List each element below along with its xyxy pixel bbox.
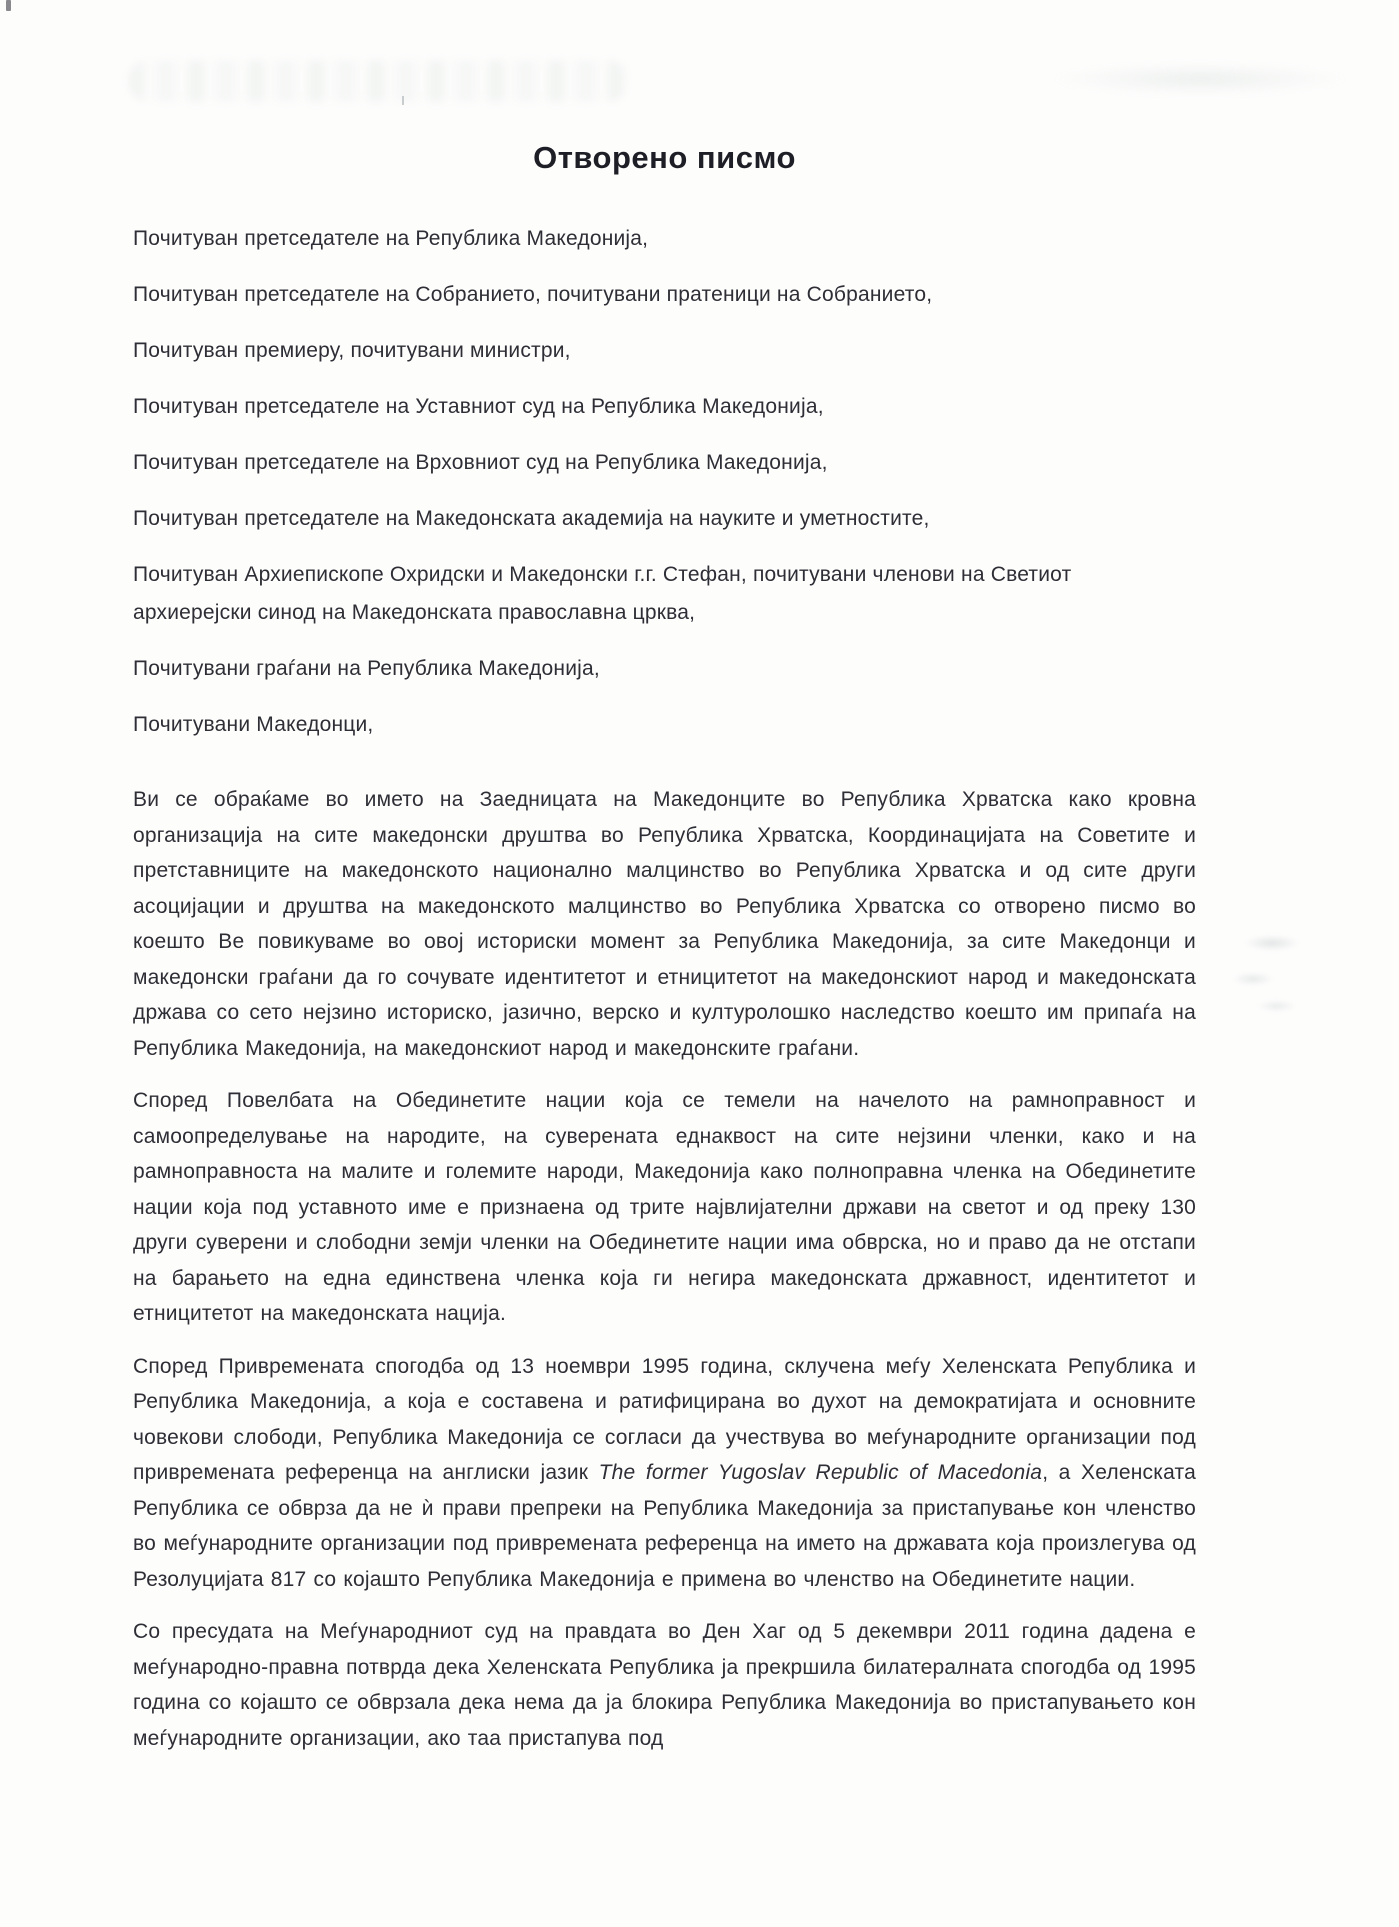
salutation-line: Почитуван претседателе на Република Македонија, <box>133 227 649 250</box>
salutation-line: Почитуван претседателе на Собранието, почитувани пратеници на Собранието, <box>133 283 933 306</box>
document-title: Отворено писмо <box>533 140 796 175</box>
document-content <box>133 140 1196 1773</box>
scan-bleedthrough-artifact <box>1050 62 1350 96</box>
salutation-line: Почитувани Македонци, <box>133 713 374 736</box>
body-paragraph-4: Со пресудата на Меѓународниот суд на правдата во Ден Хаг од 5 декември 2011 година дадена е меѓународно-правна потврда дека Хеленската Република ја прекршила билатералната спогодба од 1995 година со којашто се обврзала дека нема да ја блокира Република Македонија во пристапувањето кон меѓународните организации, ако таа пристапува под <box>133 1620 1196 1750</box>
body-paragraph-2: Според Повелбата на Обединетите нации која се темели на начелото на рамноправност и самоопределување на народите, на суверената еднаквост на сите нејзини членки, како и на рамноправноста на малите и големите народи, Македонија како полноправна членка на Обединетите нации која под уставното име е признаена од трите највлијателни држави на светот и од преку 130 други суверени и слободни земји членки на Обединетите нации има обврска, но и право да не отстапи на барањето на една единствена членка која ги негира македонската државност, идентитетот и етницитетот на македонската нација. <box>133 1089 1196 1325</box>
scan-corner-mark <box>6 0 11 11</box>
paragraph-3-text: , а Хеленската Република се обврза да не ѝ прави препреки на Република Македонија за пристапување кон членство во меѓународните организации под привремената референца на името на државата која произлегува од Резолуцијата 817 со којашто Република Македонија е примена во членство на Обединетите нации. <box>133 1461 1196 1591</box>
salutation-list <box>133 220 1196 744</box>
scan-speck-artifact <box>402 96 404 105</box>
salutation-line: Почитуван премиеру, почитувани министри, <box>133 339 571 362</box>
scan-smudge-artifact <box>1215 925 1310 1015</box>
scan-bleedthrough-artifact <box>128 60 628 102</box>
body-paragraph-3 <box>133 1349 1196 1598</box>
salutation-line: Почитуван претседателе на Врховниот суд на Република Македонија, <box>133 451 828 474</box>
salutation-line: Почитуван претседателе на Македонската академија на науките и уметностите, <box>133 507 930 530</box>
body-paragraph-1: Ви се обраќаме во името на Заедницата на Македонците во Република Хрватска како кровна организација на сите македонски друштва во Република Хрватска, Координацијата на Советите и претставниците на македонското национално малцинство во Република Хрватска и од сите други асоцијации и друштва на македонското малцинство во Република Хрватска со отворено писмо во коешто Ве повикуваме во овој историски момент за Република Македонија, за сите Македонци и македонски граѓани да го сочувате идентитетот и етницитетот на македонскиот народ и македонската држава со сето нејзино историско, јазично, верско и културолошко наследство коешто им припаѓа на Република Македонија, на македонскиот народ и македонските граѓани. <box>133 788 1196 1060</box>
salutation-line: Почитувани граѓани на Република Македонија, <box>133 657 600 680</box>
paragraph-3-text: Според Привремената спогодба од 13 ноември 1995 година, склучена меѓу Хеленската Република и Република Македонија, а која е составена и ратифицирана во духот на демократијата и основните човекови слободи, Република Македонија се согласи да учествува во меѓународните организации под привремената референца на англиски јазик <box>133 1354 1196 1484</box>
provisional-reference-italic: The former Yugoslav Republic of Macedonia <box>598 1461 1043 1484</box>
salutation-line: Почитуван претседателе на Уставниот суд на Република Македонија, <box>133 395 824 418</box>
letter-body <box>133 782 1196 1756</box>
salutation-line: Почитуван Архиепископе Охридски и Македонски г.г. Стефан, почитувани членови на Светиот архиерејски синод на Македонската православна црква, <box>133 563 1072 624</box>
